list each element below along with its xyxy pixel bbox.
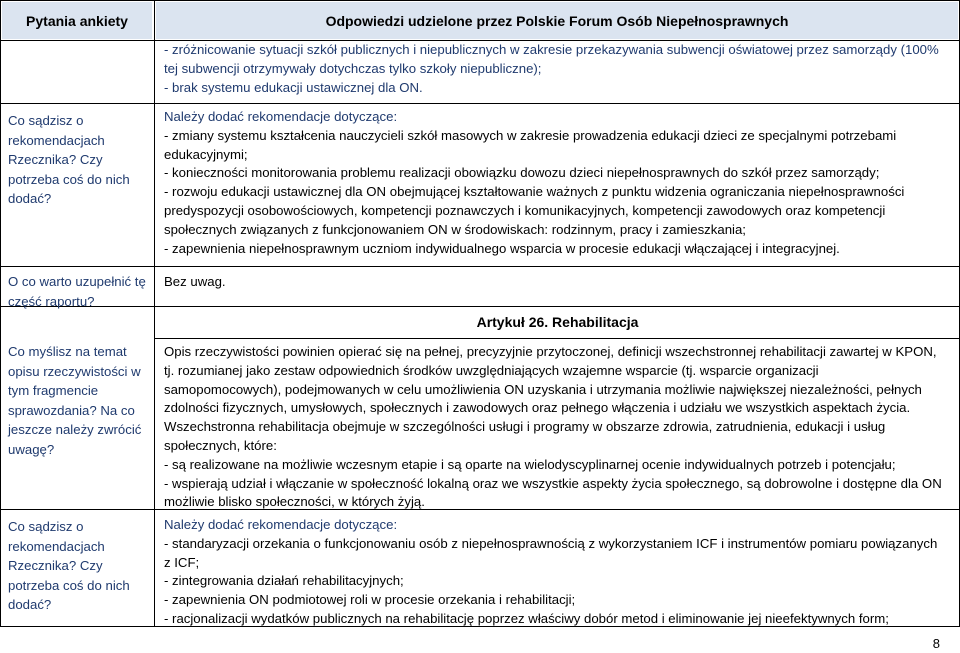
answer-cell [164,343,954,512]
answer-line: - zmiany systemu kształcenia nauczycieli szkół masowych w zakresie prowadzenia edukacji dzieci ze specjalnymi potrzebami [164,127,897,143]
table-border-left [0,0,1,627]
answer-line: - są realizowane na możliwie wczesnym etapie i są oparte na wielodyscyplinarnej ocenie indywidualnych potrzeb i potencjału; [164,456,896,472]
answer-line: - zróżnicowanie sytuacji szkół publicznych i niepublicznych w zakresie przekazywania subwencji oświatowej przez samorządy (100% [164,42,939,57]
answer-line: z ICF; [164,554,200,570]
answer-line: - racjonalizacji wydatków publicznych na rehabilitację poprzez właściwy dobór metod i eliminowanie jej nieefektywnych form; [164,610,889,626]
answer-cell [164,41,954,97]
answer-cell [164,516,954,629]
article-heading: Artykuł 26. Rehabilitacja [476,314,639,330]
answer-cell [164,108,954,258]
answer-line: zdolności fizycznych, umysłowych, społecznych i zawodowych oraz pełnego włączenia i udziału we wszystkich aspektach życia. [164,400,911,416]
header-questions [2,2,152,39]
answer-line: - wspierają udział i włączanie w społeczność lokalną oraz we wszystkie aspekty życia społecznego, są dobrowolne i dostępne dla ON [164,475,942,491]
answer-line: samopomocowych), podejmowanych w celu umożliwienia ON uzyskania i utrzymania możliwie największej niezależności, pełnych [164,381,922,397]
page-number: 8 [932,636,940,651]
question-cell: Co sądzisz o rekomendacjach Rzecznika? Czy potrzeba coś do nich dodać? [8,113,130,207]
answer-line: możliwie blisko społeczności, w których żyją. [164,494,425,510]
question-cell: Co sądzisz o rekomendacjach Rzecznika? Czy potrzeba coś do nich dodać? [8,519,130,613]
answer-line: - zintegrowania działań rehabilitacyjnych; [164,573,404,589]
header-answers-label: Odpowiedzi udzielone przez Polskie Forum Osób Niepełnosprawnych [325,12,789,29]
answer-line: Należy dodać rekomendacje dotyczące: [164,517,398,532]
header-answers [156,2,958,39]
answer-line: - zapewnienia niepełnosprawnym uczniom indywidualnego wsparcia w procesie edukacji włączającej i integracyjnej. [164,240,840,256]
answer-line: - konieczności monitorowania problemu realizacji obowiązku dowozu dzieci niepełnosprawnych do szkół przez samorządy; [164,165,880,181]
answer-line: Bez uwag. [164,274,226,289]
answer-line: - zapewnienia ON podmiotowej roli w procesie orzekania i rehabilitacji; [164,592,576,608]
answer-line: Wszechstronna rehabilitacja obejmuje w szczególności usługi i programy w obszarze zdrowia, zatrudnienia, edukacji i usług [164,419,886,435]
answer-cell [164,273,954,292]
answer-line: społecznych, które: [164,437,277,453]
table-border-top [0,0,960,1]
answer-line: - rozwoju edukacji ustawicznej dla ON obejmującej kształtowanie ważnych z punktu widzenia ograniczania niepełnosprawności [164,184,905,200]
answer-line: Opis rzeczywistości powinien opierać się na pełnej, precyzyjnie przytoczonej, definicji wszechstronnej rehabilitacji zawartej w KPON, [164,344,937,359]
question-cell: Co myślisz na temat opisu rzeczywistości w tym fragmencie sprawozdania? Na co jeszcze należy zwrócić uwagę? [8,344,142,457]
answer-line: - brak systemu edukacji ustawicznej dla ON. [164,79,423,95]
answer-line: Należy dodać rekomendacje dotyczące: [164,109,398,124]
answer-line: - standaryzacji orzekania o funkcjonowaniu osób z niepełnosprawnością z wykorzystaniem ICF i instrumentów pomiaru powiązanych [164,535,938,551]
answer-line: predyspozycji osobowościowych, kompetencji poznawczych i komunikacyjnych, kompetencji zawodowych oraz kompetencji [164,202,886,218]
table-divider [0,103,960,104]
table-divider [155,338,960,339]
answer-line: społecznych związanych z funkcjonowaniem ON w środowiskach: rodzinnym, pracy i zamieszkania; [164,221,746,237]
answer-line: edukacyjnymi; [164,146,248,162]
table-divider [0,266,960,267]
answer-line: tej subwencji otrzymywały dotychczas tylko szkoły niepubliczne); [164,60,542,76]
header-questions-label: Pytania ankiety [26,12,128,29]
answer-line: tj. rozumianej jako zestaw odpowiednich środków uwzględniających wzajemne wsparcie (tj. wsparcie organizacji [164,362,819,378]
question-cell: O co warto uzupełnić tę część raportu? [8,274,146,309]
